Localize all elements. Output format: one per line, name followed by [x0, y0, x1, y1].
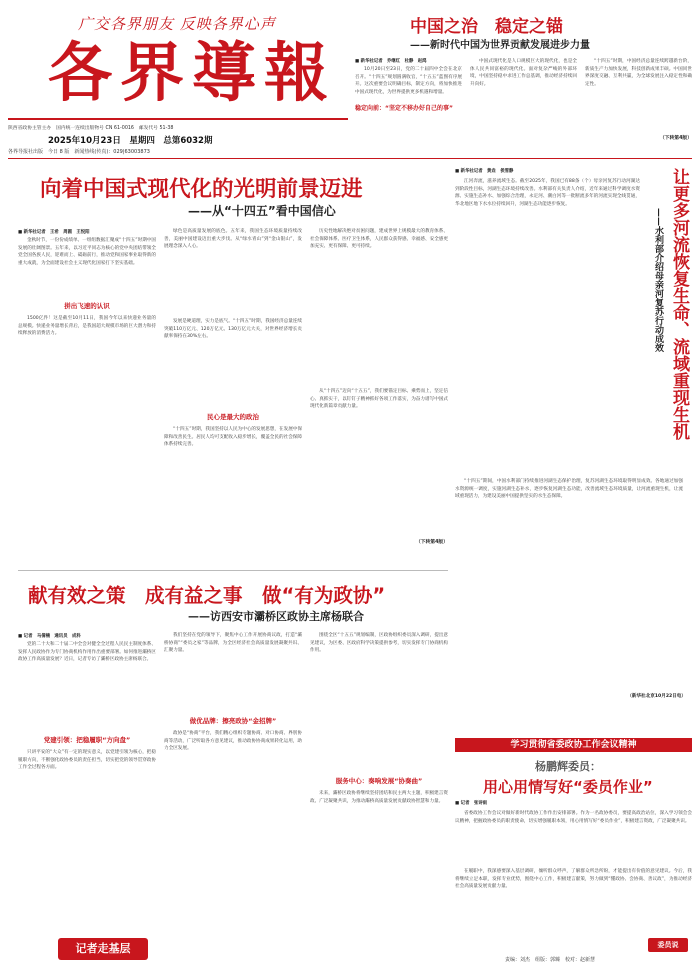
- top-right-title: 中国之治 稳定之锚: [410, 17, 563, 37]
- right-subtitle: [651, 208, 665, 448]
- second-col2b: 政协是“协商”平台，我们精心组织专题协商、对口协商、界别协商等活动，广泛听取各方意见建议，推动政协协商成果转化运用，助力全区发展。: [164, 731, 302, 752]
- right-article: [455, 168, 692, 718]
- right-title: [668, 168, 690, 468]
- bottom-right-byline: ■ 记者 张诗雨: [455, 801, 488, 806]
- lead-col3b: 从“十四五”迈向“十五五”，我们要锚定目标、乘势而上，坚定信心、真抓实干，以钉钉子精神抓好各项工作落实，为奋力谱写中国式现代化新篇章贡献力量。: [310, 389, 448, 410]
- masthead-rule: [8, 118, 348, 120]
- second-col2: 我们坚持在党的领导下，聚焦中心工作开展协商议政，打造“灞桥协商”“委员之家”等品牌，为全区经济社会高质量发展凝聚共识、汇聚力量。: [164, 633, 302, 654]
- right-byline: ■ 新华社记者 黄垚 侯雪静: [455, 169, 514, 174]
- lead-col2b: 发展是硬道理，实力是底气。“十四五”时期，我国经济总量连续突破110万亿元、120万亿元、130万亿元大关，对世界经济增长贡献率保持在30%左右。: [164, 319, 302, 340]
- second-byline: ■ 记者 马倩楠 通讯员 成科: [18, 634, 81, 639]
- masthead-reg: 陕西省政协主管主办 国内统一连续出版物号 CN 61-0016 邮发代号 51-38: [8, 126, 174, 131]
- lead-article: [18, 168, 448, 568]
- second-col3: 围绕全区“十五五”规划编制，区政协组织委员深入调研，提出意见建议，为区委、区政府科学决策提供参考，切实发挥专门协商机构作用。: [310, 633, 448, 654]
- masthead-date: 2025年10月23日 星期四 总第6032期: [48, 136, 213, 146]
- lead-col2c: “十四五”时期，我国坚持以人民为中心的发展思想，在发展中保障和改善民生。居民人均可支配收入稳步增长，覆盖全民的社会保障体系持续完善。: [164, 427, 302, 448]
- masthead-bottom-rule: [8, 158, 692, 159]
- top-right-byline: ■ 新华社记者 乔继红 杜静 赵鸿: [355, 59, 427, 64]
- bottom-right-col2: 在履职中，我深感要深入基层调研，倾听群众呼声，了解群众所急所盼，才能提出有价值的意见建议。今后，我将继续立足本职，发挥专业优势，围绕中心工作，积极建言献策，努力做到“懂政协、会协商、善议政”，为推动经济社会高质量发展贡献力量。: [455, 869, 692, 890]
- bottom-right-title: 用心用情写好“委员作业”: [483, 778, 653, 796]
- second-article: [18, 578, 448, 968]
- masthead: [8, 8, 348, 156]
- bottom-right-col1: 省委政协工作会议对做好新时代政协工作作出安排部署。作为一名政协委员，要提高政治站位，深入学习领会会议精神，把握政协委员的职责使命，切实增强履职本领，用心用情写好“委员作业”，积极建言资政，广泛凝聚共识。: [455, 811, 692, 824]
- top-right-subtitle: ——新时代中国为世界贡献发展进步力量: [410, 40, 590, 51]
- bottom-right-banner-label: 学习贯彻省委政协工作会议精神: [510, 740, 637, 750]
- lead-col3: 历史性地解决绝对贫困问题，建成世界上规模最大的教育体系、社会保障体系、医疗卫生体系，人民群众获得感、幸福感、安全感更加充实、更有保障、更可持续。: [310, 229, 448, 250]
- second-col1b: 只讲平安的“大众”有一定的现实意义，以党建引领为核心，把稳履职方向，不断强化政协委员的责任担当，切实把党的领导贯穿政协工作全过程各方面。: [18, 750, 156, 771]
- lead-byline: ■ 新华社记者 王希 周圆 王悦阳: [18, 230, 90, 235]
- bottom-right-editor: 责编：刘杰 组版：郭臻 校对：赵新慧: [505, 957, 596, 963]
- second-col1: 党的二十大和二十届二中全会对健全全过程人民民主制度体系、发挥人民政协作为专门协商机构作用作出重要部署。如何推进灞桥区政协工作高质量发展？近日，记者专访了灞桥区政协主席杨联合。: [18, 642, 156, 663]
- second-title: 献有效之策 成有益之事 做“有为政协”: [28, 584, 386, 607]
- reporter-banner: [58, 938, 148, 960]
- bottom-right-corner-label: 委员说: [657, 941, 679, 949]
- lead-col1: 金秋时节，一份份成绩单、一组组数据汇聚成“十四五”时期中国发展的壮阔图景。五年来，以习近平同志为核心的党中央团结带领全党全国各族人民，迎难而上、砥砺前行，推动党和国家事业取得新的重大成就，为全面建设社会主义现代化国家打下坚实基础。: [18, 238, 156, 266]
- right-date: （新华社北京10月22日电）: [627, 694, 686, 699]
- lead-col2: 绿色是高质量发展的底色。五年来，我国生态环境质量持续改善，美丽中国建设迈出重大步伐。从“绿水青山”到“金山银山”，发展理念深入人心。: [164, 229, 302, 250]
- right-title-text: 让更多河流恢复生命、流域重现生机: [669, 168, 689, 440]
- top-right-note: （下转第4版）: [659, 136, 692, 141]
- second-col3b: 未来，灞桥区政协将继续坚持团结和民主两大主题，积极建言资政、广泛凝聚共识，为推动灞桥高质量发展贡献政协智慧和力量。: [310, 791, 448, 804]
- masthead-info: 各界导报社出版 今日 8 版 新闻热线(传真)：029|63003873: [8, 149, 150, 155]
- reporter-banner-label: 记者走基层: [75, 942, 131, 955]
- bottom-right-banner: [455, 738, 692, 752]
- top-right-lead: 10月20日至23日，党的二十届四中全会在北京召开。“十四五”规划圆满收官，“十五五”蓝图有序展开。这次重要会议明确目标，制定方向，将加快推进中国式现代化，为世界提供更多机遇和增量。: [355, 67, 462, 95]
- right-col1: 江河奔流，滋养流域生态。截至2025年，我国已有88条（个）母亲河复苏行动河湖达到阶段性目标，河湖生态环境持续改善。水利部有关负责人介绍，近年来通过科学调度水资源、实施生态补水、加强综合治理，永定河、潮白河等一批断流多年的河流实现全线贯通，华北地区地下水水位持续回升，河湖生态功能逐步恢复。: [455, 179, 640, 207]
- lead-bottom-rule: [18, 570, 448, 571]
- top-right-col3: “十四五”时期，中国经济总量连续跨越新台阶，新质生产力加快发展，科技创新成果丰硕。中国同世界深度交融、互利共赢，为全球发展注入稳定性和确定性。: [585, 59, 692, 87]
- lead-subtitle: ——从“十四五”看中国信心: [188, 204, 336, 218]
- bottom-right-corner: [648, 938, 688, 952]
- top-right-article: [355, 8, 692, 156]
- second-subhead-2: 做优品牌：擦亮政协“金招牌”: [189, 717, 277, 725]
- right-subtitle-text: ——水利部介绍母亲河复苏行动成效: [653, 208, 663, 352]
- right-col2: “十四五”期间，中国水利部门持续推进河湖生态保护治理，复苏河湖生态环境取得明显成效。各地通过加强水资源统一调度，实施河湖生态补水，逐步恢复河湖生态功能，改善流域生态环境质量，让河流重现生机，让流域重现活力，为建设美丽中国提供坚实的水生态保障。: [455, 479, 683, 500]
- lead-title: 向着中国式现代化的光明前景迈进: [40, 177, 363, 202]
- second-subhead-3: 服务中心：奏响发展“协奏曲”: [335, 777, 423, 785]
- lead-subhead-1: 拼出飞速的认识: [64, 302, 110, 310]
- bottom-right-article: [455, 738, 692, 968]
- lead-note: （下转第4版）: [415, 540, 448, 545]
- second-subhead-1: 党建引领：把稳履职“方向盘”: [43, 736, 131, 744]
- top-right-col2: 中国式现代化是人口规模巨大的现代化，也是全体人民共同富裕的现代化。面对复杂严峻的外部环境，中国坚持稳中求进工作总基调，推动经济持续回升向好。: [470, 59, 577, 87]
- masthead-slogan: 广交各界朋友 反映各界心声: [78, 15, 276, 33]
- top-right-quote: 稳定向前：“坚定不移办好自己的事”: [355, 105, 453, 112]
- masthead-title: 各界導報: [48, 36, 336, 111]
- second-subtitle: ——访西安市灞桥区政协主席杨联合: [188, 610, 364, 623]
- lead-subhead-2: 民心是最大的政治: [207, 413, 259, 421]
- bottom-right-author: 杨鹏辉委员：: [535, 760, 601, 773]
- lead-col1b: 1500亿件！这是截至10月11日，我国今年以来快递业务量的总规模。快递业务量增长背后，是我国超大规模市场的巨大潜力和持续释放的消费活力。: [18, 316, 156, 337]
